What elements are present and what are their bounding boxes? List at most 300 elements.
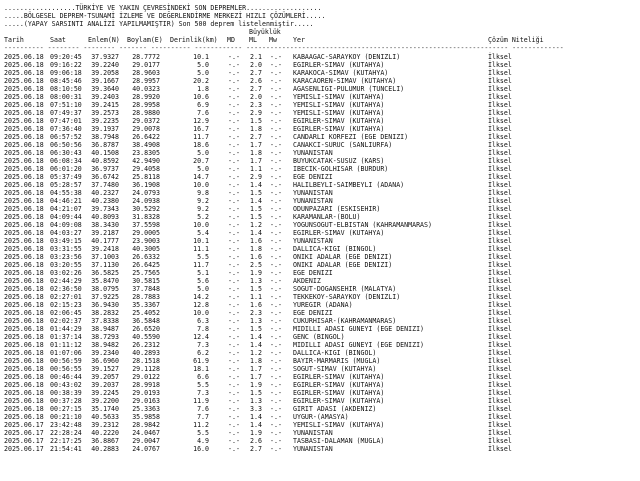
cell-mw: -.-: [270, 117, 282, 125]
cell-md: -.-: [228, 213, 240, 221]
cell-saat: 04:09:08: [50, 221, 82, 229]
cell-yer: YEMISLI-SIMAV (KUTAHYA): [293, 109, 385, 117]
cell-derinlik: 5.0: [197, 165, 209, 173]
cell-ml: 1.5: [250, 325, 262, 333]
cell-nitelik: İlksel: [488, 69, 512, 77]
cell-saat: 04:09:44: [50, 213, 82, 221]
cell-nitelik: İlksel: [488, 93, 512, 101]
table-row: [0, 405, 640, 413]
cell-tarih: 2025.06.18: [4, 365, 44, 373]
cell-enlem: 36.8867: [91, 437, 119, 445]
cell-md: -.-: [228, 269, 240, 277]
cell-mw: -.-: [270, 357, 282, 365]
cell-tarih: 2025.06.17: [4, 429, 44, 437]
cell-boylam: 29.0005: [132, 229, 160, 237]
cell-ml: 1.2: [250, 221, 262, 229]
cell-nitelik: İlksel: [488, 85, 512, 93]
cell-saat: 07:49:37: [50, 109, 82, 117]
cell-ml: 1.1: [250, 165, 262, 173]
cell-tarih: 2025.06.18: [4, 69, 44, 77]
cell-saat: 09:16:22: [50, 61, 82, 69]
cell-nitelik: İlksel: [488, 165, 512, 173]
cell-mw: -.-: [270, 413, 282, 421]
cell-yer: DALLICA-KIGI (BINGOL): [293, 245, 377, 253]
cell-mw: -.-: [270, 85, 282, 93]
cell-yer: SOGUT-SIMAV (KUTAHYA): [293, 365, 377, 373]
cell-nitelik: İlksel: [488, 341, 512, 349]
cell-saat: 02:06:45: [50, 309, 82, 317]
cell-saat: 02:27:01: [50, 293, 82, 301]
cell-tarih: 2025.06.18: [4, 277, 44, 285]
cell-boylam: 42.9490: [132, 157, 160, 165]
cell-tarih: 2025.06.18: [4, 229, 44, 237]
cell-enlem: 39.2403: [91, 93, 119, 101]
cell-tarih: 2025.06.18: [4, 101, 44, 109]
cell-derinlik: 12.8: [193, 301, 209, 309]
cell-mw: -.-: [270, 349, 282, 357]
cell-mw: -.-: [270, 101, 282, 109]
cell-md: -.-: [228, 221, 240, 229]
cell-tarih: 2025.06.18: [4, 269, 44, 277]
cell-boylam: 26.2312: [132, 341, 160, 349]
cell-mw: -.-: [270, 109, 282, 117]
cell-boylam: 37.7848: [132, 285, 160, 293]
cell-yer: EGE DENIZI: [293, 309, 333, 317]
cell-saat: 04:03:27: [50, 229, 82, 237]
cell-nitelik: İlksel: [488, 381, 512, 389]
cell-tarih: 2025.06.18: [4, 413, 44, 421]
table-row: [0, 213, 640, 221]
cell-boylam: 24.0767: [132, 445, 160, 453]
cell-ml: 2.1: [250, 53, 262, 61]
cell-derinlik: 11.7: [193, 133, 209, 141]
cell-tarih: 2025.06.18: [4, 253, 44, 261]
cell-derinlik: 20.7: [193, 157, 209, 165]
cell-md: -.-: [228, 77, 240, 85]
cell-ml: 2.7: [250, 85, 262, 93]
cell-saat: 06:01:20: [50, 165, 82, 173]
cell-yer: UYGUR-(AMASYA): [293, 413, 349, 421]
cell-mw: -.-: [270, 61, 282, 69]
cell-derinlik: 5.0: [197, 149, 209, 157]
cell-saat: 07:51:10: [50, 101, 82, 109]
cell-md: -.-: [228, 341, 240, 349]
cell-md: -.-: [228, 381, 240, 389]
cell-tarih: 2025.06.18: [4, 61, 44, 69]
cell-md: -.-: [228, 413, 240, 421]
cell-md: -.-: [228, 405, 240, 413]
cell-mw: -.-: [270, 245, 282, 253]
column-header-md: MD: [227, 36, 235, 44]
cell-ml: 1.2: [250, 349, 262, 357]
cell-enlem: 39.2057: [91, 373, 119, 381]
cell-derinlik: 10.0: [193, 221, 209, 229]
cell-md: -.-: [228, 93, 240, 101]
cell-ml: 1.8: [250, 149, 262, 157]
cell-tarih: 2025.06.18: [4, 261, 44, 269]
cell-ml: 1.5: [250, 213, 262, 221]
table-row: [0, 397, 640, 405]
cell-derinlik: 10.1: [193, 237, 209, 245]
cell-nitelik: İlksel: [488, 205, 512, 213]
cell-md: -.-: [228, 117, 240, 125]
cell-enlem: 38.7948: [91, 133, 119, 141]
cell-derinlik: 14.7: [193, 173, 209, 181]
cell-boylam: 26.6422: [132, 133, 160, 141]
cell-yer: CANDARLI KORFEZI (EGE DENIZI): [293, 133, 409, 141]
cell-boylam: 29.1128: [132, 365, 160, 373]
cell-yer: KARACAOREN-SIMAV (KUTAHYA): [293, 77, 397, 85]
table-row: [0, 245, 640, 253]
cell-boylam: 40.3005: [132, 245, 160, 253]
cell-enlem: 40.2883: [91, 445, 119, 453]
cell-md: -.-: [228, 141, 240, 149]
cell-tarih: 2025.06.18: [4, 285, 44, 293]
table-row: [0, 141, 640, 149]
cell-derinlik: 6.6: [197, 373, 209, 381]
cell-derinlik: 5.1: [197, 269, 209, 277]
table-row: [0, 61, 640, 69]
cell-derinlik: 7.7: [197, 413, 209, 421]
table-row: [0, 333, 640, 341]
cell-enlem: 40.8093: [91, 213, 119, 221]
cell-saat: 00:38:39: [50, 389, 82, 397]
cell-saat: 06:57:52: [50, 133, 82, 141]
cell-boylam: 23.9003: [132, 237, 160, 245]
cell-md: -.-: [228, 373, 240, 381]
cell-ml: 1.4: [250, 181, 262, 189]
column-header-ml: ML: [249, 36, 257, 44]
cell-ml: 1.4: [250, 421, 262, 429]
cell-derinlik: 11.7: [193, 261, 209, 269]
cell-saat: 02:15:23: [50, 301, 82, 309]
cell-tarih: 2025.06.18: [4, 173, 44, 181]
cell-nitelik: İlksel: [488, 253, 512, 261]
cell-saat: 21:54:41: [50, 445, 82, 453]
cell-tarih: 2025.06.18: [4, 53, 44, 61]
cell-derinlik: 12.9: [193, 117, 209, 125]
table-row: [0, 357, 640, 365]
cell-tarih: 2025.06.18: [4, 405, 44, 413]
table-row: [0, 237, 640, 245]
cell-saat: 08:00:31: [50, 93, 82, 101]
cell-mw: -.-: [270, 165, 282, 173]
cell-ml: 1.8: [250, 357, 262, 365]
cell-yer: KARAMANLAR-(BOLU): [293, 213, 361, 221]
table-row: [0, 365, 640, 373]
cell-yer: TASBASI-DALAMAN (MUGLA): [293, 437, 385, 445]
table-row: [0, 125, 640, 133]
cell-md: -.-: [228, 429, 240, 437]
cell-enlem: 36.6742: [91, 173, 119, 181]
cell-saat: 04:55:38: [50, 189, 82, 197]
cell-mw: -.-: [270, 301, 282, 309]
table-row: [0, 317, 640, 325]
cell-saat: 02:02:37: [50, 317, 82, 325]
cell-boylam: 28.9918: [132, 381, 160, 389]
cell-md: -.-: [228, 85, 240, 93]
cell-enlem: 36.8787: [91, 141, 119, 149]
cell-enlem: 39.2340: [91, 349, 119, 357]
cell-ml: 1.5: [250, 389, 262, 397]
table-row: [0, 165, 640, 173]
cell-enlem: 37.1003: [91, 253, 119, 261]
cell-md: -.-: [228, 197, 240, 205]
cell-boylam: 35.3367: [132, 301, 160, 309]
cell-yer: EGIRLER-SIMAV (KUTAHYA): [293, 117, 385, 125]
cell-yer: KABAAGAC-SARAYKOY (DENIZLI): [293, 53, 401, 61]
cell-tarih: 2025.06.18: [4, 293, 44, 301]
cell-derinlik: 7.8: [197, 325, 209, 333]
magnitude-group-label: Büyüklük: [249, 28, 281, 36]
cell-md: -.-: [228, 53, 240, 61]
cell-tarih: 2025.06.18: [4, 93, 44, 101]
cell-ml: 1.7: [250, 157, 262, 165]
cell-nitelik: İlksel: [488, 421, 512, 429]
cell-ml: 1.6: [250, 253, 262, 261]
cell-nitelik: İlksel: [488, 277, 512, 285]
cell-mw: -.-: [270, 189, 282, 197]
cell-nitelik: İlksel: [488, 293, 512, 301]
cell-nitelik: İlksel: [488, 197, 512, 205]
cell-enlem: 40.2220: [91, 429, 119, 437]
cell-mw: -.-: [270, 333, 282, 341]
table-row: [0, 197, 640, 205]
cell-enlem: 40.1508: [91, 149, 119, 157]
cell-saat: 02:36:50: [50, 285, 82, 293]
cell-ml: 1.6: [250, 301, 262, 309]
cell-derinlik: 18.6: [193, 141, 209, 149]
cell-yer: CUKURHISAR-(KAHRAMANMARAS): [293, 317, 397, 325]
cell-ml: 1.7: [250, 373, 262, 381]
cell-saat: 08:45:46: [50, 77, 82, 85]
cell-saat: 04:21:07: [50, 205, 82, 213]
cell-tarih: 2025.06.18: [4, 397, 44, 405]
cell-md: -.-: [228, 277, 240, 285]
cell-yer: ONIKI ADALAR (EGE DENIZI): [293, 253, 393, 261]
cell-nitelik: İlksel: [488, 437, 512, 445]
cell-tarih: 2025.06.18: [4, 149, 44, 157]
cell-mw: -.-: [270, 445, 282, 453]
cell-derinlik: 11.9: [193, 397, 209, 405]
cell-yer: MIDILLI ADASI GUNEYI (EGE DENIZI): [293, 325, 425, 333]
cell-saat: 00:37:28: [50, 397, 82, 405]
table-row: [0, 229, 640, 237]
cell-nitelik: İlksel: [488, 405, 512, 413]
cell-boylam: 35.9858: [132, 413, 160, 421]
cell-saat: 04:46:21: [50, 197, 82, 205]
table-row: [0, 421, 640, 429]
cell-tarih: 2025.06.18: [4, 301, 44, 309]
cell-enlem: 35.8470: [91, 277, 119, 285]
column-header-derinlik: Derinlik(km): [170, 36, 218, 44]
cell-derinlik: 7.3: [197, 341, 209, 349]
cell-tarih: 2025.06.18: [4, 245, 44, 253]
cell-mw: -.-: [270, 213, 282, 221]
column-header-boylam: Boylam(E): [127, 36, 163, 44]
cell-tarih: 2025.06.18: [4, 125, 44, 133]
cell-mw: -.-: [270, 269, 282, 277]
table-row: [0, 293, 640, 301]
cell-ml: 3.3: [250, 405, 262, 413]
cell-yer: YUNANISTAN: [293, 445, 333, 453]
cell-mw: -.-: [270, 397, 282, 405]
cell-mw: -.-: [270, 181, 282, 189]
cell-saat: 03:20:55: [50, 261, 82, 269]
cell-md: -.-: [228, 245, 240, 253]
cell-mw: -.-: [270, 293, 282, 301]
cell-enlem: 37.9225: [91, 293, 119, 301]
cell-tarih: 2025.06.17: [4, 421, 44, 429]
cell-derinlik: 12.4: [193, 333, 209, 341]
cell-nitelik: İlksel: [488, 173, 512, 181]
cell-saat: 00:27:15: [50, 405, 82, 413]
cell-nitelik: İlksel: [488, 189, 512, 197]
cell-saat: 00:56:59: [50, 357, 82, 365]
cell-ml: 1.9: [250, 269, 262, 277]
cell-enlem: 39.2418: [91, 245, 119, 253]
cell-md: -.-: [228, 253, 240, 261]
cell-derinlik: 9.2: [197, 197, 209, 205]
cell-saat: 06:08:34: [50, 157, 82, 165]
cell-enlem: 39.2573: [91, 109, 119, 117]
cell-tarih: 2025.06.18: [4, 389, 44, 397]
cell-mw: -.-: [270, 381, 282, 389]
cell-nitelik: İlksel: [488, 389, 512, 397]
table-row: [0, 445, 640, 453]
cell-boylam: 31.8328: [132, 213, 160, 221]
cell-md: -.-: [228, 125, 240, 133]
report-title-line: ..................TÜRKİYE VE YAKIN ÇEVRESİNDEKİ SON DEPREMLER...................: [4, 4, 322, 12]
column-header-mw: Mw: [269, 36, 277, 44]
cell-tarih: 2025.06.18: [4, 341, 44, 349]
table-row: [0, 189, 640, 197]
table-row: [0, 149, 640, 157]
table-row: [0, 101, 640, 109]
cell-yer: YUNANISTAN: [293, 237, 333, 245]
cell-nitelik: İlksel: [488, 301, 512, 309]
cell-nitelik: İlksel: [488, 237, 512, 245]
cell-mw: -.-: [270, 149, 282, 157]
cell-tarih: 2025.06.18: [4, 197, 44, 205]
cell-md: -.-: [228, 109, 240, 117]
cell-ml: 2.0: [250, 61, 262, 69]
table-row: [0, 373, 640, 381]
cell-tarih: 2025.06.18: [4, 157, 44, 165]
cell-mw: -.-: [270, 141, 282, 149]
cell-tarih: 2025.06.18: [4, 133, 44, 141]
cell-ml: 2.5: [250, 261, 262, 269]
cell-nitelik: İlksel: [488, 149, 512, 157]
cell-mw: -.-: [270, 157, 282, 165]
cell-tarih: 2025.06.18: [4, 373, 44, 381]
cell-boylam: 25.8118: [132, 173, 160, 181]
cell-saat: 06:30:43: [50, 149, 82, 157]
cell-enlem: 39.2235: [91, 117, 119, 125]
table-row: [0, 437, 640, 445]
cell-enlem: 40.8592: [91, 157, 119, 165]
cell-derinlik: 14.2: [193, 293, 209, 301]
cell-nitelik: İlksel: [488, 373, 512, 381]
cell-saat: 00:43:02: [50, 381, 82, 389]
cell-boylam: 29.0163: [132, 397, 160, 405]
cell-boylam: 29.0078: [132, 125, 160, 133]
cell-enlem: 40.1777: [91, 237, 119, 245]
cell-derinlik: 61.9: [193, 357, 209, 365]
cell-yer: YUNANISTAN: [293, 189, 333, 197]
cell-yer: YEMISLI-SIMAV (KUTAHYA): [293, 101, 385, 109]
cell-derinlik: 6.2: [197, 349, 209, 357]
cell-ml: 2.7: [250, 69, 262, 77]
cell-yer: YEMISLI-SIMAV (KUTAHYA): [293, 93, 385, 101]
cell-enlem: 37.8338: [91, 317, 119, 325]
cell-saat: 00:46:44: [50, 373, 82, 381]
table-row: [0, 181, 640, 189]
cell-nitelik: İlksel: [488, 101, 512, 109]
cell-saat: 09:06:18: [50, 69, 82, 77]
cell-boylam: 38.4908: [132, 141, 160, 149]
cell-md: -.-: [228, 349, 240, 357]
cell-derinlik: 10.6: [193, 93, 209, 101]
cell-derinlik: 5.6: [197, 277, 209, 285]
cell-nitelik: İlksel: [488, 61, 512, 69]
cell-nitelik: İlksel: [488, 357, 512, 365]
cell-boylam: 30.5815: [132, 277, 160, 285]
column-header-nitelik: Çözüm Niteliği: [488, 36, 544, 44]
cell-enlem: 38.2832: [91, 309, 119, 317]
cell-md: -.-: [228, 205, 240, 213]
cell-md: -.-: [228, 317, 240, 325]
cell-enlem: 36.9737: [91, 165, 119, 173]
cell-enlem: 37.9327: [91, 53, 119, 61]
cell-tarih: 2025.06.18: [4, 349, 44, 357]
cell-derinlik: 4.9: [197, 437, 209, 445]
table-row: [0, 117, 640, 125]
cell-mw: -.-: [270, 53, 282, 61]
cell-nitelik: İlksel: [488, 269, 512, 277]
cell-yer: YUNANISTAN: [293, 149, 333, 157]
cell-ml: 2.0: [250, 93, 262, 101]
cell-saat: 05:28:57: [50, 181, 82, 189]
table-row: [0, 85, 640, 93]
cell-mw: -.-: [270, 69, 282, 77]
table-row: [0, 309, 640, 317]
cell-nitelik: İlksel: [488, 445, 512, 453]
cell-ml: 1.3: [250, 397, 262, 405]
cell-nitelik: İlksel: [488, 141, 512, 149]
cell-ml: 1.3: [250, 317, 262, 325]
cell-yer: IBECIK-GOLHISAR (BURDUR): [293, 165, 389, 173]
cell-enlem: 38.7293: [91, 333, 119, 341]
cell-enlem: 39.2037: [91, 381, 119, 389]
cell-nitelik: İlksel: [488, 365, 512, 373]
cell-ml: 1.4: [250, 197, 262, 205]
cell-yer: BAYIR-MARMARIS (MUGLA): [293, 357, 381, 365]
cell-derinlik: 5.5: [197, 429, 209, 437]
cell-ml: 2.9: [250, 173, 262, 181]
cell-yer: EGIRLER-SIMAV (KUTAHYA): [293, 397, 385, 405]
cell-yer: YUNANISTAN: [293, 429, 333, 437]
cell-derinlik: 18.1: [193, 365, 209, 373]
cell-boylam: 24.0793: [132, 189, 160, 197]
cell-mw: -.-: [270, 429, 282, 437]
table-row: [0, 221, 640, 229]
cell-enlem: 38.9482: [91, 341, 119, 349]
cell-md: -.-: [228, 285, 240, 293]
cell-yer: EGIRLER-SIMAV (KUTAHYA): [293, 229, 385, 237]
cell-tarih: 2025.06.18: [4, 317, 44, 325]
table-row: [0, 253, 640, 261]
